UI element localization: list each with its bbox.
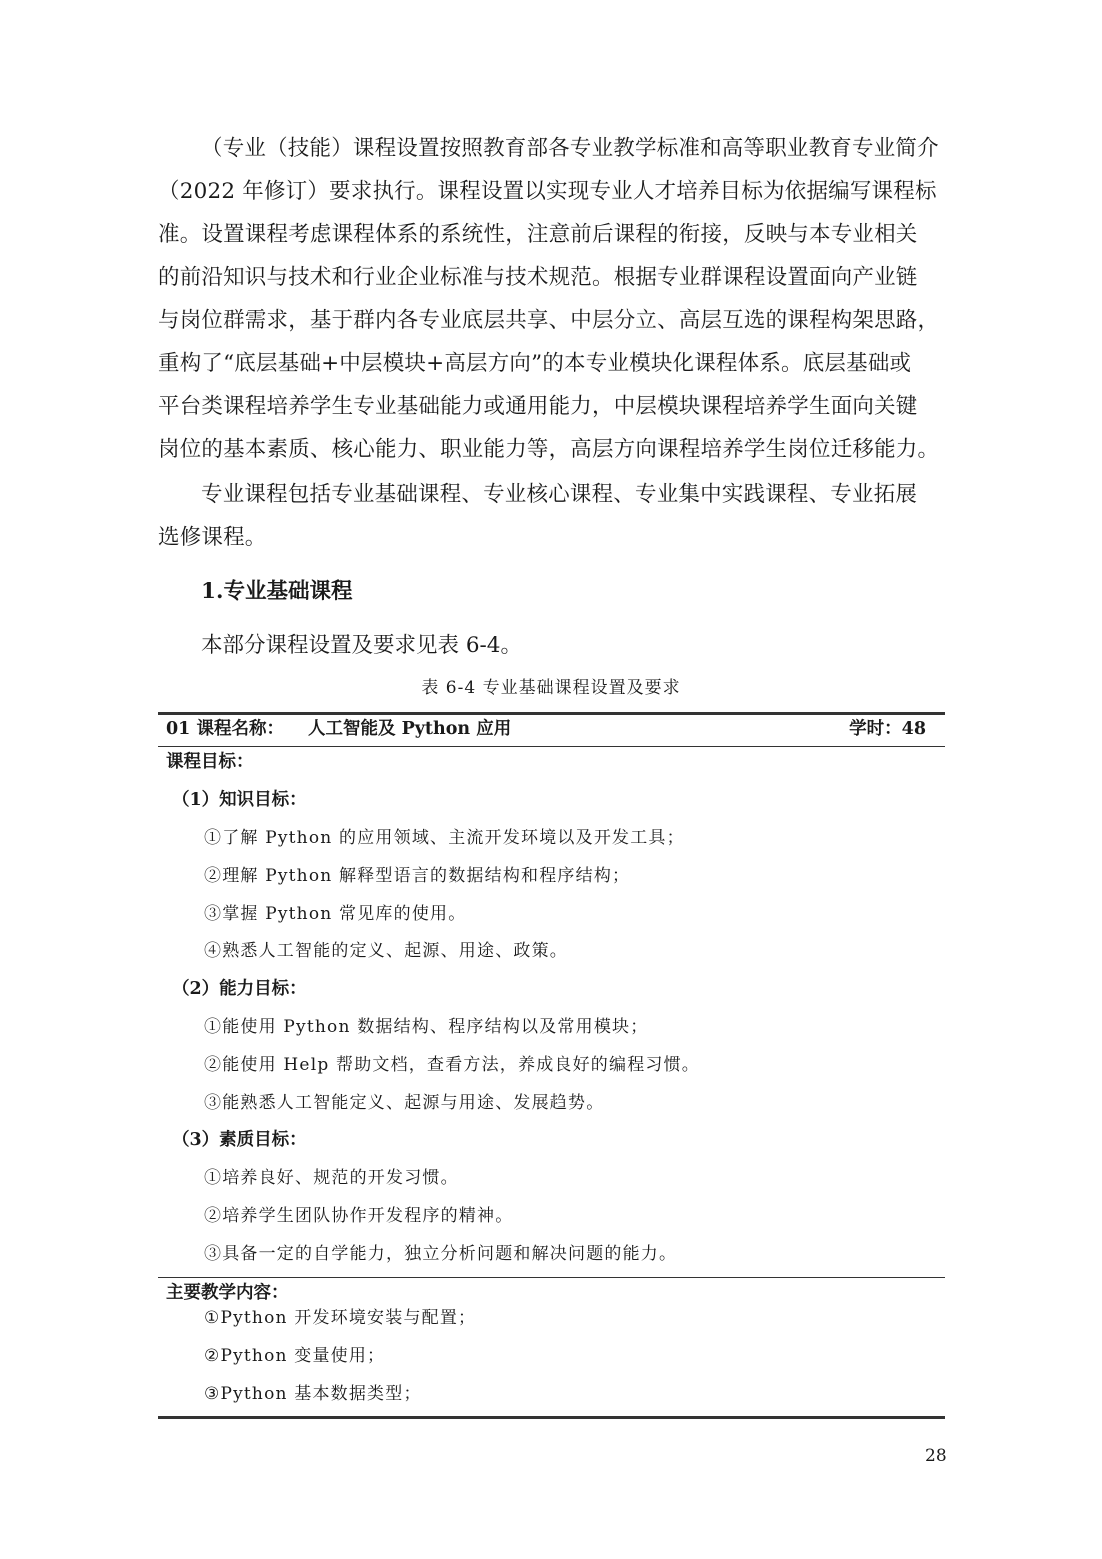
paragraph-line: 的前沿知识与技术和行业企业标准与技术规范。根据专业群课程设置面向产业链: [158, 265, 918, 290]
paragraph-line: （专业（技能）课程设置按照教育部各专业教学标准和高等职业教育专业简介: [201, 136, 939, 161]
paragraph-line: 岗位的基本素质、核心能力、职业能力等，高层方向课程培养学生岗位迁移能力。: [158, 437, 940, 462]
course-types-paragraph: [158, 473, 948, 559]
course-name: 人工智能及 Python 应用: [308, 719, 512, 739]
content-item: ②Python 变量使用；: [204, 1346, 386, 1366]
table-reference: 本部分课程设置及要求见表 6-4。: [201, 633, 522, 658]
paragraph-line: 专业课程包括专业基础课程、专业核心课程、专业集中实践课程、专业拓展: [201, 482, 918, 507]
section-heading: 1.专业基础课程: [201, 579, 353, 604]
page-number: 28: [925, 1446, 947, 1466]
table-section-rule: [158, 1277, 945, 1278]
ability-item: ②能使用 Help 帮助文档，查看方法，养成良好的编程习惯。: [204, 1055, 701, 1075]
knowledge-item: ②理解 Python 解释型语言的数据结构和程序结构；: [204, 866, 631, 886]
table-bottom-rule: [158, 1416, 945, 1419]
knowledge-item: ③掌握 Python 常见库的使用。: [204, 904, 467, 924]
table-caption: 表 6-4 专业基础课程设置及要求: [421, 678, 681, 698]
intro-paragraph: [158, 127, 948, 471]
ability-objectives-title: （2）能力目标：: [172, 979, 307, 999]
knowledge-item: ④熟悉人工智能的定义、起源、用途、政策。: [204, 941, 568, 961]
objectives-title: 课程目标：: [166, 752, 254, 772]
ability-item: ③能熟悉人工智能定义、起源与用途、发展趋势。: [204, 1093, 605, 1113]
course-hours: 学时：48: [849, 719, 926, 739]
content-item: ③Python 基本数据类型；: [204, 1384, 422, 1404]
table-header-rule: [158, 746, 945, 747]
paragraph-line: 准。设置课程考虑课程体系的系统性，注意前后课程的衔接，反映与本专业相关: [158, 222, 918, 247]
content-item: ①Python 开发环境安装与配置；: [204, 1308, 477, 1328]
paragraph-line: 选修课程。: [158, 525, 267, 550]
paragraph-line: 重构了“底层基础+中层模块+高层方向”的本专业模块化课程体系。底层基础或: [158, 351, 912, 376]
teaching-content-title: 主要教学内容：: [166, 1283, 289, 1303]
knowledge-objectives-title: （1）知识目标：: [172, 790, 307, 810]
paragraph-line: 与岗位群需求，基于群内各专业底层共享、中层分立、高层互选的课程构架思路，: [158, 308, 940, 333]
paragraph-line: （2022 年修订）要求执行。课程设置以实现专业人才培养目标为依据编写课程标: [158, 179, 937, 204]
table-top-rule: [158, 712, 945, 715]
quality-item: ①培养良好、规范的开发习惯。: [204, 1168, 459, 1188]
quality-item: ③具备一定的自学能力，独立分析问题和解决问题的能力。: [204, 1244, 678, 1264]
quality-item: ②培养学生团队协作开发程序的精神。: [204, 1206, 514, 1226]
paragraph-line: 平台类课程培养学生专业基础能力或通用能力，中层模块课程培养学生面向关键: [158, 394, 918, 419]
course-name-label: 01 课程名称：: [166, 719, 284, 739]
course-header-row: [166, 716, 926, 742]
quality-objectives-title: （3）素质目标：: [172, 1130, 307, 1150]
knowledge-item: ①了解 Python 的应用领域、主流开发环境以及开发工具；: [204, 828, 685, 848]
ability-item: ①能使用 Python 数据结构、程序结构以及常用模块；: [204, 1017, 649, 1037]
